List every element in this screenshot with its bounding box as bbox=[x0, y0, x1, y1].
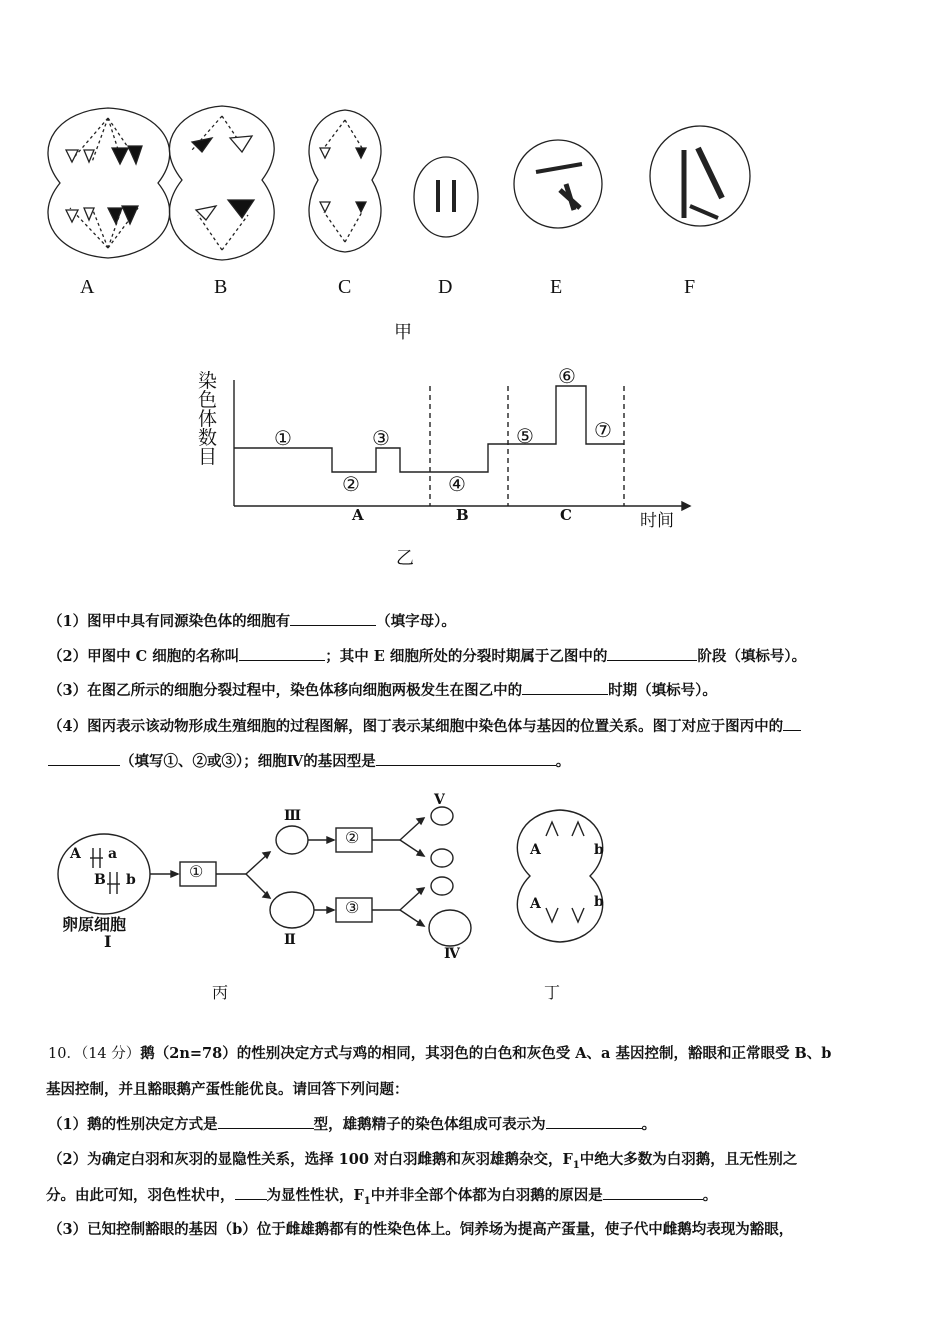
stage-marker-2: ② bbox=[342, 472, 360, 496]
question-9-2: （2）甲图中 C 细胞的名称叫 ；其中 E 细胞所处的分裂时期属于乙图中的 阶段（填标号）。 bbox=[48, 648, 807, 665]
caption-bing: 丙 bbox=[212, 983, 229, 1002]
cell-v-label: Ⅴ bbox=[434, 792, 445, 808]
figure-bing-ding bbox=[0, 780, 950, 1000]
question-9-4: （4）图丙表示该动物形成生殖细胞的过程图解，图丁表示某细胞中染色体与基因的位置关系。图丁对应于图丙中的 bbox=[48, 715, 801, 736]
question-10-intro-line2: 基因控制，并且豁眼鹅产蛋性能优良。请回答下列问题： bbox=[46, 1081, 409, 1098]
stage-marker-7: ⑦ bbox=[594, 418, 612, 442]
figure-jia bbox=[0, 90, 950, 350]
oogonium-numeral: Ⅰ bbox=[104, 932, 112, 951]
question-10-intro: 10．（14 分）鹅（2n=78）的性别决定方式与鸡的相同，其羽色的白色和灰色受 A、a 基因控制，豁眼和正常眼受 B、b bbox=[48, 1045, 832, 1062]
x-axis-label: 时间 bbox=[640, 511, 674, 531]
dividing-cell-ding bbox=[517, 810, 602, 942]
phase-label-b: B bbox=[456, 506, 469, 524]
question-9-3: （3）在图乙所示的细胞分裂过程中，染色体移向细胞两极发生在图乙中的 时期（填标号）。 bbox=[48, 682, 717, 699]
answer-blank[interactable] bbox=[783, 716, 801, 731]
cell-d bbox=[414, 157, 478, 237]
cell-label-f: F bbox=[684, 276, 696, 298]
stage-marker-6: ⑥ bbox=[558, 364, 576, 388]
answer-blank[interactable] bbox=[48, 751, 120, 766]
gene-a-lower: a bbox=[108, 846, 118, 862]
polar-body bbox=[431, 849, 453, 867]
gene-b-lower: b bbox=[126, 872, 136, 888]
step-3-label: ③ bbox=[345, 898, 360, 917]
stage-marker-5: ⑤ bbox=[516, 424, 534, 448]
question-10-1: （1）鹅的性别决定方式是 型，雄鹅精子的染色体组成可表示为 。 bbox=[48, 1116, 657, 1133]
cell-label-a: A bbox=[80, 276, 95, 298]
figure-yi bbox=[0, 360, 950, 570]
cell-f bbox=[650, 126, 750, 226]
cell-label-b: B bbox=[214, 276, 228, 298]
caption-ding: 丁 bbox=[544, 983, 561, 1002]
answer-blank[interactable] bbox=[603, 1185, 703, 1200]
answer-blank[interactable] bbox=[607, 646, 697, 661]
phase-label-a: A bbox=[352, 506, 364, 524]
caption-yi: 乙 bbox=[396, 548, 414, 569]
cell-v bbox=[431, 807, 453, 825]
answer-blank[interactable] bbox=[376, 751, 556, 766]
cell-label-c: C bbox=[338, 276, 352, 298]
question-9-1: （1）图甲中具有同源染色体的细胞有 （填字母）。 bbox=[48, 613, 456, 630]
answer-blank[interactable] bbox=[290, 611, 376, 626]
question-9-4-cont: （填写①、②或③）；细胞Ⅳ的基因型是 。 bbox=[48, 750, 570, 771]
caption-jia: 甲 bbox=[394, 322, 412, 343]
ding-gene-lower-left: A bbox=[530, 896, 541, 912]
cell-ii bbox=[270, 892, 314, 928]
ding-gene-lower-right: b bbox=[594, 894, 604, 910]
step-2-label: ② bbox=[345, 828, 360, 847]
gene-b-upper: B bbox=[94, 872, 106, 888]
cell-label-d: D bbox=[438, 276, 453, 298]
answer-blank[interactable] bbox=[239, 646, 325, 661]
ding-gene-upper-left: A bbox=[530, 842, 541, 858]
oogonium-label: 卵原细胞 bbox=[62, 915, 127, 934]
step-1-label: ① bbox=[189, 862, 204, 881]
cell-b bbox=[169, 106, 274, 260]
question-10-2-cont: 分。由此可知，羽色性状中， 为显性性状，$F_1$中并非全部个体都为白羽鹅的原因是 。 bbox=[46, 1187, 718, 1207]
cell-ii-label: Ⅱ bbox=[284, 932, 296, 948]
cell-c bbox=[309, 110, 381, 252]
cell-iv-label: Ⅳ bbox=[444, 946, 460, 962]
cell-iii bbox=[276, 826, 308, 854]
answer-blank[interactable] bbox=[235, 1185, 267, 1200]
stage-marker-1: ① bbox=[274, 426, 292, 450]
cell-iii-label: Ⅲ bbox=[284, 808, 302, 824]
stage-marker-4: ④ bbox=[448, 472, 466, 496]
cell-e bbox=[514, 140, 602, 228]
stage-marker-3: ③ bbox=[372, 426, 390, 450]
question-10-2: （2）为确定白羽和灰羽的显隐性关系，选择 100 对白羽雌鹅和灰羽雄鹅杂交，$F_1$中绝大多数为白羽鹅，且无性别之 bbox=[48, 1151, 798, 1171]
chromosome-step-line bbox=[234, 386, 624, 472]
answer-blank[interactable] bbox=[546, 1114, 642, 1129]
question-10-3: （3）已知控制豁眼的基因（b）位于雌雄鹅都有的性染色体上。饲养场为提高产蛋量，使子代中雌鹅均表现为豁眼， bbox=[48, 1221, 794, 1238]
cell-iv bbox=[429, 910, 471, 946]
ding-gene-upper-right: b bbox=[594, 842, 604, 858]
phase-label-c: C bbox=[560, 506, 572, 524]
cell-label-e: E bbox=[550, 276, 563, 298]
answer-blank[interactable] bbox=[218, 1114, 314, 1129]
gene-a-upper: A bbox=[70, 846, 81, 862]
answer-blank[interactable] bbox=[522, 680, 608, 695]
polar-body bbox=[431, 877, 453, 895]
y-axis-label: 染色体数目 bbox=[198, 370, 218, 468]
cell-a bbox=[48, 108, 170, 258]
